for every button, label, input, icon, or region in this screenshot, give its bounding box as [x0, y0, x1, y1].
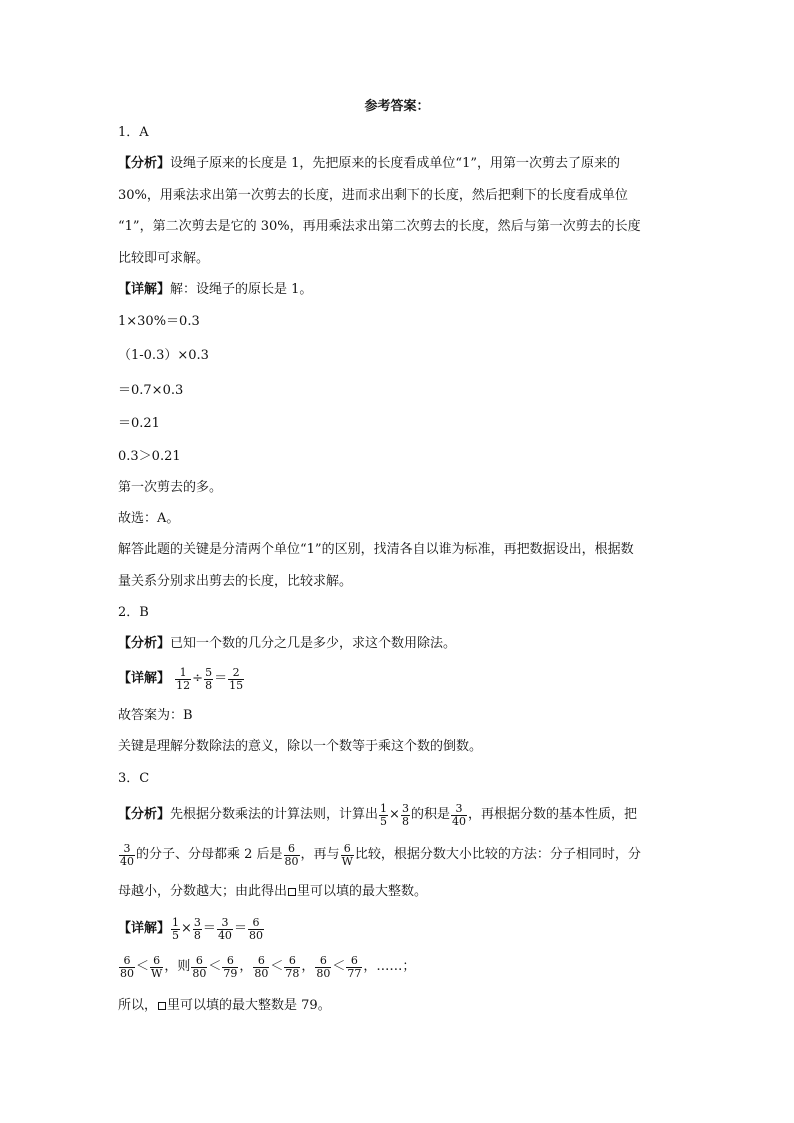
q3-a1-fraction-2	[401, 803, 410, 828]
numerator: 3	[119, 843, 135, 856]
denominator: 40	[217, 928, 232, 942]
denominator: W	[341, 854, 353, 868]
q1-calc-5: 0.3＞0.21	[118, 449, 181, 464]
q1-conclusion: 第一次剪去的多。	[118, 480, 223, 495]
denominator: 79	[223, 966, 238, 980]
q3-detail-text-1: ，则	[164, 959, 191, 974]
numerator: 6	[119, 955, 135, 968]
q3-head: 3．C	[118, 771, 150, 786]
denominator: 80	[284, 854, 299, 868]
q3-d1-fraction-4	[248, 917, 264, 942]
numerator: 6	[191, 955, 207, 968]
q3-final-text-1: 所以，	[118, 998, 158, 1013]
denominator: 8	[193, 928, 201, 942]
q1-choice: 故选：A。	[118, 511, 180, 526]
q1-calc-2: （1-0.3）×0.3	[118, 348, 209, 363]
q2-analysis-line	[118, 635, 456, 653]
q1-analysis-line-2: 30%，用乘法求出第一次剪去的长度，进而求出剩下的长度，然后把剩下的长度看成单位	[118, 188, 628, 203]
blank-box-icon	[158, 1002, 166, 1010]
q3-d2-fraction-1	[119, 955, 135, 980]
less-than-sign: ＜	[208, 959, 222, 974]
q3-d2-fraction-6	[284, 955, 300, 980]
denominator: 5	[380, 814, 388, 828]
q1-head: 1．A	[118, 125, 149, 140]
q1-note-line-1: 解答此题的关键是分清两个单位“1”的区别，找清各自以谁为标准，再把数据设出，根据数	[118, 542, 634, 557]
q3-d1-fraction-3	[217, 917, 233, 942]
q2-note: 关键是理解分数除法的意义，除以一个数等于乘这个数的倒数。	[118, 739, 483, 754]
q1-analysis-line-3: “1”，第二次剪去是它的 30%，再用乘法求出第二次剪去的长度，然后与第一次剪去的长度	[118, 219, 641, 234]
q1-analysis-line-4: 比较即可求解。	[118, 251, 210, 266]
q1-analysis-line-1	[118, 155, 620, 173]
q1-detail-tag: 【详解】	[118, 282, 171, 297]
q3-a2-fraction-3	[341, 843, 354, 868]
q3-analysis-tag: 【分析】	[118, 807, 171, 822]
denominator: 80	[316, 966, 331, 980]
q1-analysis-text-1: 设绳子原来的长度是 1，先把原来的长度看成单位“1”，用第一次剪去了原来的	[170, 156, 620, 171]
q3-detail-tail: ，……；	[363, 959, 416, 974]
q2-detail-line	[118, 662, 245, 696]
numerator: 1	[380, 801, 388, 815]
q3-analysis-text-3: ，再根据分数的基本性质，把	[467, 807, 637, 822]
numerator: 6	[150, 955, 163, 968]
q3-analysis-text-4: 的分子、分母都乘 2 后是	[136, 847, 283, 862]
q3-detail-line-2	[118, 950, 415, 984]
numerator: 1	[175, 667, 191, 680]
numerator: 6	[222, 955, 238, 968]
denominator: 8	[401, 814, 409, 828]
q1-analysis-tag: 【分析】	[118, 156, 171, 171]
denominator: W	[151, 966, 163, 980]
less-than-sign: ＜	[332, 959, 346, 974]
numerator: 3	[193, 915, 201, 929]
denominator: 15	[229, 678, 244, 692]
q3-d2-fraction-2	[150, 955, 163, 980]
q3-detail-line-1	[118, 912, 265, 946]
denominator: 80	[120, 966, 134, 980]
q3-analysis-line-2	[118, 838, 641, 872]
numerator: 6	[284, 955, 300, 968]
multiply-sign: ×	[389, 807, 400, 822]
q3-a1-fraction-1	[379, 803, 388, 828]
divide-sign: ÷	[192, 671, 204, 686]
page-title: 参考答案：	[364, 99, 430, 114]
q3-a2-fraction-1	[119, 843, 135, 868]
q3-d2-fraction-3	[191, 955, 207, 980]
denominator: 8	[205, 678, 213, 692]
denominator: 40	[451, 814, 466, 828]
q1-detail-text: 解：设绳子的原长是 1。	[170, 282, 313, 297]
q3-analysis-line-3	[118, 883, 427, 901]
q3-d1-fraction-1	[171, 917, 180, 942]
numerator: 3	[451, 803, 467, 816]
q3-analysis-text-7: 母越小，分数越大；由此得出	[118, 884, 288, 899]
numerator: 1	[172, 915, 180, 929]
equals-sign: ＝	[214, 671, 228, 686]
comma: ，	[301, 959, 315, 974]
denominator: 78	[285, 966, 300, 980]
less-than-sign: ＜	[136, 959, 150, 974]
numerator: 6	[346, 955, 362, 968]
q3-final-line	[118, 997, 331, 1015]
equals-sign: ＝	[233, 921, 247, 936]
q1-note-line-2: 量关系分别求出剪去的长度，比较求解。	[118, 574, 353, 589]
numerator: 6	[253, 955, 269, 968]
q2-detail-tag: 【详解】	[118, 671, 171, 686]
numerator: 6	[284, 843, 300, 856]
q3-analysis-text-8: 里可以填的最大整数。	[297, 884, 428, 899]
q1-detail-line	[118, 281, 312, 299]
comma: ，	[239, 959, 253, 974]
numerator: 3	[217, 917, 233, 930]
q3-d2-fraction-7	[315, 955, 331, 980]
q3-d2-fraction-5	[253, 955, 269, 980]
q3-d1-fraction-2	[193, 917, 202, 942]
denominator: 80	[248, 928, 263, 942]
q3-final-text-2: 里可以填的最大整数是 79。	[167, 998, 331, 1013]
numerator: 2	[228, 667, 244, 680]
q2-fraction-1	[175, 667, 191, 692]
q1-calc-1: 1×30%＝0.3	[118, 314, 200, 329]
q3-d2-fraction-8	[346, 955, 362, 980]
q3-detail-tag: 【详解】	[118, 921, 171, 936]
denominator: 12	[176, 678, 191, 692]
equals-sign: ＝	[202, 921, 216, 936]
q3-a2-fraction-2	[284, 843, 300, 868]
denominator: 77	[347, 966, 362, 980]
numerator: 5	[205, 665, 213, 679]
q2-head: 2．B	[118, 605, 149, 620]
q2-fraction-3	[228, 667, 244, 692]
q3-analysis-line-1	[118, 798, 637, 832]
q2-fraction-2	[204, 667, 213, 692]
q2-answer: 故答案为：B	[118, 708, 193, 723]
denominator: 5	[172, 928, 180, 942]
q2-analysis-tag: 【分析】	[118, 636, 171, 651]
q3-d2-fraction-4	[222, 955, 238, 980]
q3-analysis-text-1: 先根据分数乘法的计算法则，计算出	[170, 807, 379, 822]
q3-analysis-text-6: 比较，根据分数大小比较的方法：分子相同时，分	[354, 847, 641, 862]
numerator: 6	[341, 843, 354, 856]
q2-analysis-text: 已知一个数的几分之几是多少，求这个数用除法。	[170, 636, 457, 651]
numerator: 3	[401, 801, 409, 815]
denominator: 80	[254, 966, 269, 980]
q1-calc-4: ＝0.21	[118, 416, 160, 431]
q3-a1-fraction-3	[451, 803, 467, 828]
q3-analysis-text-2: 的积是	[410, 807, 450, 822]
multiply-sign: ×	[181, 921, 192, 936]
denominator: 40	[120, 854, 134, 868]
blank-box-icon	[288, 888, 296, 896]
numerator: 6	[248, 917, 264, 930]
numerator: 6	[315, 955, 331, 968]
q1-calc-3: ＝0.7×0.3	[118, 383, 184, 398]
denominator: 80	[192, 966, 207, 980]
less-than-sign: ＜	[270, 959, 284, 974]
q3-analysis-text-5: ，再与	[300, 847, 340, 862]
